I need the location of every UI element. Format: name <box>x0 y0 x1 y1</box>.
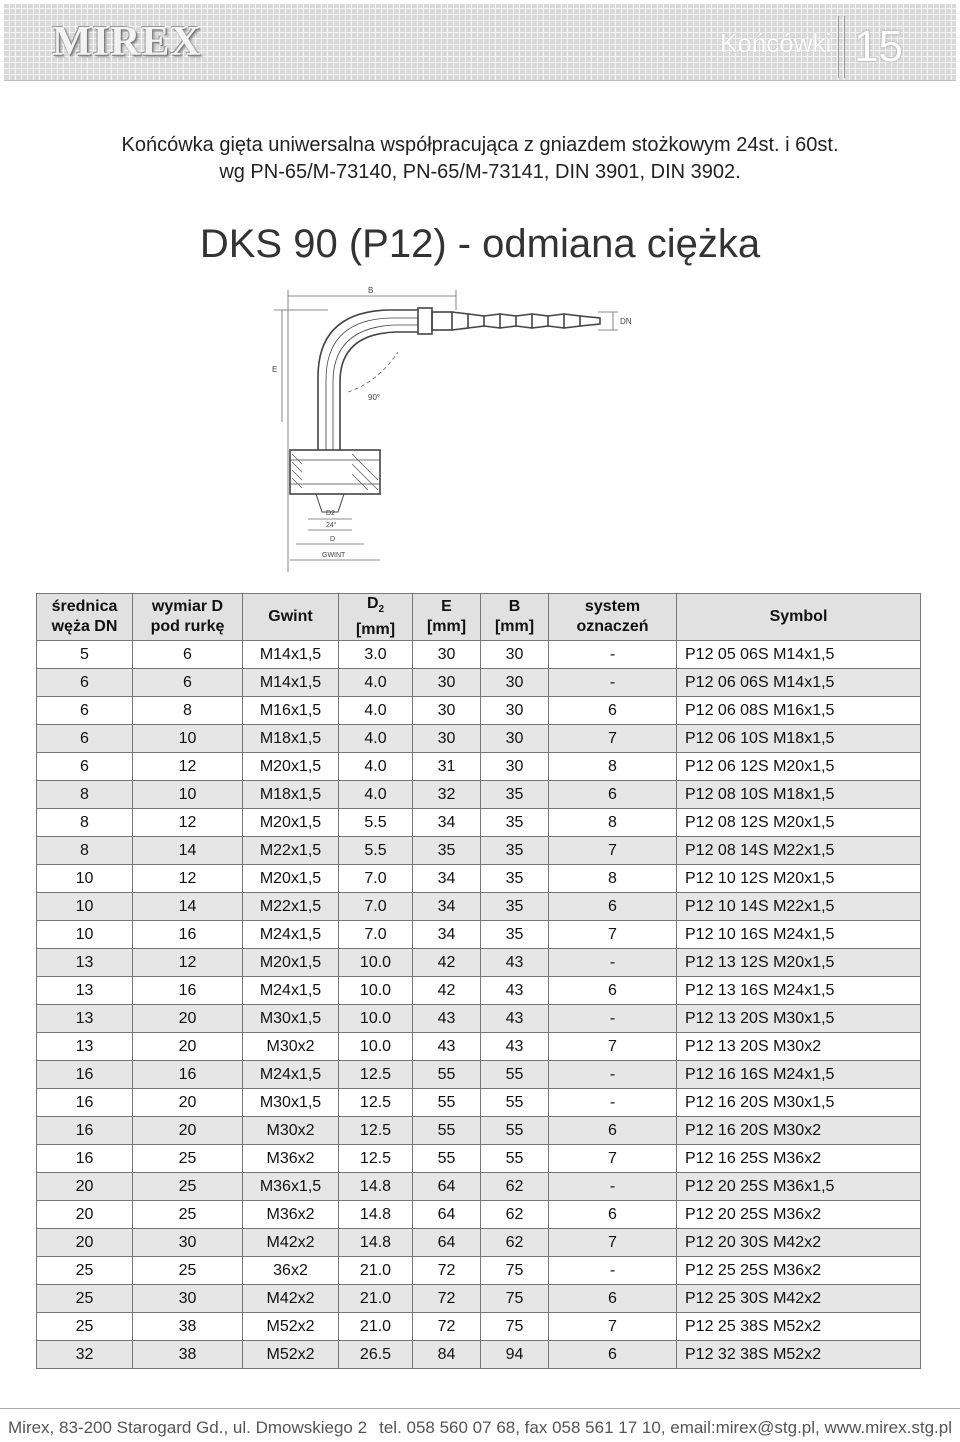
table-cell: 20 <box>133 1117 243 1145</box>
table-cell: M52x2 <box>243 1313 339 1341</box>
table-cell: 10 <box>133 725 243 753</box>
table-cell: 30 <box>413 669 481 697</box>
table-cell: 6 <box>549 1341 677 1369</box>
symbol-cell: P12 13 12S M20x1,5 <box>677 949 921 977</box>
table-cell: 64 <box>413 1201 481 1229</box>
symbol-cell: P12 06 10S M18x1,5 <box>677 725 921 753</box>
table-cell: 12 <box>133 809 243 837</box>
table-cell: - <box>549 669 677 697</box>
table-cell: M20x1,5 <box>243 949 339 977</box>
table-cell: 13 <box>37 1005 133 1033</box>
table-cell: 35 <box>481 781 549 809</box>
table-body <box>37 641 921 1369</box>
table-cell: 6 <box>549 893 677 921</box>
table-cell: 30 <box>481 753 549 781</box>
column-header: $D_2$ [mm] <box>339 594 413 641</box>
symbol-cell: P12 06 12S M20x1,5 <box>677 753 921 781</box>
table-cell: 12.5 <box>339 1061 413 1089</box>
table-cell: 25 <box>133 1201 243 1229</box>
table-cell: 20 <box>133 1089 243 1117</box>
table-cell: 35 <box>481 893 549 921</box>
table-cell: 25 <box>133 1257 243 1285</box>
table-row <box>37 1229 921 1257</box>
table-cell: 13 <box>37 1033 133 1061</box>
table-cell: M52x2 <box>243 1341 339 1369</box>
table-cell: 7.0 <box>339 893 413 921</box>
table-row <box>37 1005 921 1033</box>
fitting-technical-drawing <box>268 282 638 574</box>
table-cell: 8 <box>549 865 677 893</box>
table-cell: 6 <box>37 669 133 697</box>
column-header: średnica węża DN <box>37 594 133 641</box>
column-header: E [mm] <box>413 594 481 641</box>
table-cell: 10 <box>37 893 133 921</box>
table-cell: 13 <box>37 977 133 1005</box>
symbol-cell: P12 20 30S M42x2 <box>677 1229 921 1257</box>
table-cell: 38 <box>133 1341 243 1369</box>
table-cell: M14x1,5 <box>243 669 339 697</box>
footer-divider <box>0 1408 960 1409</box>
table-cell: 7 <box>549 725 677 753</box>
table-cell: 8 <box>133 697 243 725</box>
table-cell: 62 <box>481 1201 549 1229</box>
table-header-row <box>37 594 921 641</box>
table-cell: 55 <box>413 1117 481 1145</box>
column-header: wymiar D pod rurkę <box>133 594 243 641</box>
table-row <box>37 1117 921 1145</box>
company-logo: MIREX <box>52 19 202 65</box>
symbol-cell: P12 08 14S M22x1,5 <box>677 837 921 865</box>
page-number: 15 <box>854 22 903 71</box>
table-cell: 75 <box>481 1285 549 1313</box>
table-cell: 35 <box>413 837 481 865</box>
symbol-cell: P12 13 20S M30x2 <box>677 1033 921 1061</box>
table-cell: 6 <box>549 1201 677 1229</box>
table-cell: 62 <box>481 1173 549 1201</box>
table-cell: 35 <box>481 809 549 837</box>
table-cell: 5.5 <box>339 837 413 865</box>
table-row <box>37 725 921 753</box>
table-cell: 13 <box>37 949 133 977</box>
table-row <box>37 1061 921 1089</box>
table-row <box>37 893 921 921</box>
section-title: Końcówki <box>720 28 832 58</box>
table-cell: 16 <box>133 921 243 949</box>
table-cell: 10.0 <box>339 949 413 977</box>
table-cell: 6 <box>549 1285 677 1313</box>
table-cell: M18x1,5 <box>243 781 339 809</box>
table-cell: M16x1,5 <box>243 697 339 725</box>
symbol-cell: P12 16 16S M24x1,5 <box>677 1061 921 1089</box>
table-cell: 3.0 <box>339 641 413 669</box>
dimension-label-thread: GWINT <box>322 552 346 559</box>
symbol-cell: P12 06 06S M14x1,5 <box>677 669 921 697</box>
table-cell: 6 <box>37 753 133 781</box>
table-row <box>37 669 921 697</box>
table-cell: 26.5 <box>339 1341 413 1369</box>
table-row <box>37 837 921 865</box>
table-cell: 34 <box>413 809 481 837</box>
table-cell: M14x1,5 <box>243 641 339 669</box>
table-cell: 25 <box>37 1285 133 1313</box>
dimension-label-angle: 90° <box>368 393 381 402</box>
dimension-label-e: E <box>272 365 278 374</box>
table-cell: 20 <box>37 1173 133 1201</box>
table-cell: 7 <box>549 921 677 949</box>
table-cell: 55 <box>481 1061 549 1089</box>
symbol-cell: P12 08 12S M20x1,5 <box>677 809 921 837</box>
table-cell: 34 <box>413 921 481 949</box>
table-cell: 21.0 <box>339 1285 413 1313</box>
table-cell: M24x1,5 <box>243 1061 339 1089</box>
table-cell: 32 <box>413 781 481 809</box>
table-cell: 75 <box>481 1313 549 1341</box>
table-row <box>37 1033 921 1061</box>
table-cell: 4.0 <box>339 669 413 697</box>
table-cell: M30x1,5 <box>243 1089 339 1117</box>
table-cell: 10 <box>37 865 133 893</box>
table-cell: - <box>549 641 677 669</box>
symbol-cell: P12 25 38S M52x2 <box>677 1313 921 1341</box>
dimension-label-b: B <box>368 286 374 295</box>
table-cell: 4.0 <box>339 725 413 753</box>
symbol-cell: P12 16 20S M30x2 <box>677 1117 921 1145</box>
table-cell: M24x1,5 <box>243 977 339 1005</box>
table-cell: 43 <box>413 1033 481 1061</box>
table-cell: 10 <box>37 921 133 949</box>
table-cell: 25 <box>133 1173 243 1201</box>
table-cell: M36x2 <box>243 1201 339 1229</box>
table-cell: 16 <box>133 977 243 1005</box>
symbol-cell: P12 05 06S M14x1,5 <box>677 641 921 669</box>
table-cell: 35 <box>481 865 549 893</box>
table-cell: 6 <box>37 725 133 753</box>
table-cell: 30 <box>481 725 549 753</box>
table-cell: 14.8 <box>339 1201 413 1229</box>
table-cell: M20x1,5 <box>243 865 339 893</box>
header-divider <box>844 16 845 78</box>
symbol-cell: P12 16 25S M36x2 <box>677 1145 921 1173</box>
symbol-cell: P12 08 10S M18x1,5 <box>677 781 921 809</box>
symbol-cell: P12 13 16S M24x1,5 <box>677 977 921 1005</box>
dimension-label-cone: 24° <box>326 522 337 529</box>
table-cell: 20 <box>133 1005 243 1033</box>
table-cell: 16 <box>133 1061 243 1089</box>
table-cell: M24x1,5 <box>243 921 339 949</box>
table-cell: 43 <box>413 1005 481 1033</box>
table-cell: 72 <box>413 1285 481 1313</box>
product-title: DKS 90 (P12) - odmiana ciężka <box>199 222 761 266</box>
table-row <box>37 809 921 837</box>
table-row <box>37 1313 921 1341</box>
table-cell: 43 <box>481 949 549 977</box>
table-row <box>37 697 921 725</box>
table-cell: 34 <box>413 865 481 893</box>
symbol-cell: P12 13 20S M30x1,5 <box>677 1005 921 1033</box>
table-cell: 14 <box>133 837 243 865</box>
symbol-cell: P12 10 16S M24x1,5 <box>677 921 921 949</box>
table-cell: 6 <box>549 781 677 809</box>
table-row <box>37 1341 921 1369</box>
table-cell: 32 <box>37 1341 133 1369</box>
table-cell: 30 <box>481 697 549 725</box>
table-cell: 64 <box>413 1229 481 1257</box>
table-cell: 72 <box>413 1313 481 1341</box>
table-cell: 12.5 <box>339 1117 413 1145</box>
table-cell: 55 <box>413 1089 481 1117</box>
table-cell: 34 <box>413 893 481 921</box>
table-cell: 43 <box>481 1033 549 1061</box>
table-cell: 42 <box>413 977 481 1005</box>
table-cell: M42x2 <box>243 1229 339 1257</box>
fittings-table <box>36 593 921 1369</box>
table-cell: 20 <box>133 1033 243 1061</box>
table-cell: 42 <box>413 949 481 977</box>
table-cell: 5 <box>37 641 133 669</box>
table-cell: 7 <box>549 837 677 865</box>
column-header: B [mm] <box>481 594 549 641</box>
dimension-label-d: D <box>330 536 336 543</box>
header-divider <box>838 16 839 78</box>
symbol-cell: P12 06 08S M16x1,5 <box>677 697 921 725</box>
table-cell: 36x2 <box>243 1257 339 1285</box>
table-cell: 12 <box>133 753 243 781</box>
footer-contact: tel. 058 560 07 68, fax 058 561 17 10, email:mirex@stg.pl, www.mirex.stg.pl <box>379 1418 952 1437</box>
table-cell: 55 <box>413 1145 481 1173</box>
table-cell: 7.0 <box>339 865 413 893</box>
symbol-cell: P12 25 30S M42x2 <box>677 1285 921 1313</box>
table-cell: 72 <box>413 1257 481 1285</box>
table-cell: 12 <box>133 949 243 977</box>
column-header: Gwint <box>243 594 339 641</box>
table-cell: 55 <box>413 1061 481 1089</box>
table-cell: - <box>549 1061 677 1089</box>
table-cell: 16 <box>37 1089 133 1117</box>
table-cell: 31 <box>413 753 481 781</box>
table-cell: 25 <box>37 1257 133 1285</box>
table-cell: 38 <box>133 1313 243 1341</box>
table-cell: 30 <box>133 1229 243 1257</box>
table-cell: - <box>549 1005 677 1033</box>
table-cell: 75 <box>481 1257 549 1285</box>
table-cell: M22x1,5 <box>243 893 339 921</box>
table-cell: M20x1,5 <box>243 809 339 837</box>
column-header: system oznaczeń <box>549 594 677 641</box>
table-cell: 55 <box>481 1145 549 1173</box>
table-cell: 55 <box>481 1117 549 1145</box>
table-cell: 30 <box>413 725 481 753</box>
table-cell: 7 <box>549 1229 677 1257</box>
table-cell: 7 <box>549 1313 677 1341</box>
table-cell: 4.0 <box>339 781 413 809</box>
table-cell: 35 <box>481 921 549 949</box>
table-row <box>37 1257 921 1285</box>
table-cell: 84 <box>413 1341 481 1369</box>
table-cell: 16 <box>37 1117 133 1145</box>
table-cell: 14.8 <box>339 1229 413 1257</box>
table-cell: 10.0 <box>339 1005 413 1033</box>
table-row <box>37 1201 921 1229</box>
table-cell: 7 <box>549 1145 677 1173</box>
table-row <box>37 977 921 1005</box>
symbol-cell: P12 32 38S M52x2 <box>677 1341 921 1369</box>
column-header: Symbol <box>677 594 921 641</box>
table-row <box>37 641 921 669</box>
table-cell: 62 <box>481 1229 549 1257</box>
table-cell: 5.5 <box>339 809 413 837</box>
table-cell: 64 <box>413 1173 481 1201</box>
table-cell: 25 <box>133 1145 243 1173</box>
table-row <box>37 781 921 809</box>
table-cell: 30 <box>481 641 549 669</box>
table-cell: 35 <box>481 837 549 865</box>
table-cell: 8 <box>37 809 133 837</box>
table-cell: M42x2 <box>243 1285 339 1313</box>
table-cell: 12.5 <box>339 1089 413 1117</box>
table-cell: - <box>549 1257 677 1285</box>
table-cell: 10.0 <box>339 1033 413 1061</box>
table-cell: 6 <box>37 697 133 725</box>
table-row <box>37 865 921 893</box>
table-cell: M30x2 <box>243 1033 339 1061</box>
symbol-cell: P12 20 25S M36x1,5 <box>677 1173 921 1201</box>
symbol-cell: P12 25 25S M36x2 <box>677 1257 921 1285</box>
table-cell: M30x1,5 <box>243 1005 339 1033</box>
table-cell: 6 <box>549 977 677 1005</box>
table-cell: 10.0 <box>339 977 413 1005</box>
table-cell: 25 <box>37 1313 133 1341</box>
footer-address: Mirex, 83-200 Starogard Gd., ul. Dmowskiego 2 <box>8 1418 368 1437</box>
table-cell: - <box>549 1089 677 1117</box>
symbol-cell: P12 10 14S M22x1,5 <box>677 893 921 921</box>
table-cell: 30 <box>481 669 549 697</box>
table-row <box>37 1089 921 1117</box>
table-cell: 4.0 <box>339 697 413 725</box>
table-row <box>37 753 921 781</box>
table-cell: M36x2 <box>243 1145 339 1173</box>
table-cell: 4.0 <box>339 753 413 781</box>
table-cell: M18x1,5 <box>243 725 339 753</box>
table-cell: 16 <box>37 1145 133 1173</box>
dimension-label-dn: DN <box>620 317 632 326</box>
table-cell: M36x1,5 <box>243 1173 339 1201</box>
table-cell: 8 <box>549 753 677 781</box>
table-cell: 94 <box>481 1341 549 1369</box>
table-cell: 6 <box>549 697 677 725</box>
symbol-cell: P12 16 20S M30x1,5 <box>677 1089 921 1117</box>
table-cell: 7 <box>549 1033 677 1061</box>
table-cell: 12 <box>133 865 243 893</box>
table-cell: 21.0 <box>339 1257 413 1285</box>
table-cell: 21.0 <box>339 1313 413 1341</box>
table-row <box>37 949 921 977</box>
header-banner <box>4 4 956 81</box>
symbol-cell: P12 20 25S M36x2 <box>677 1201 921 1229</box>
description-line-2: wg PN-65/M-73140, PN-65/M-73141, DIN 3901, DIN 3902. <box>219 161 741 183</box>
table-cell: 7.0 <box>339 921 413 949</box>
table-cell: 20 <box>37 1201 133 1229</box>
table-cell: 55 <box>481 1089 549 1117</box>
table-cell: 43 <box>481 1005 549 1033</box>
table-cell: 20 <box>37 1229 133 1257</box>
table-cell: 6 <box>549 1117 677 1145</box>
table-row <box>37 1173 921 1201</box>
table-cell: - <box>549 1173 677 1201</box>
table-row <box>37 921 921 949</box>
table-cell: 43 <box>481 977 549 1005</box>
table-cell: 8 <box>37 781 133 809</box>
table-cell: 14.8 <box>339 1173 413 1201</box>
symbol-cell: P12 10 12S M20x1,5 <box>677 865 921 893</box>
table-cell: M30x2 <box>243 1117 339 1145</box>
table-cell: - <box>549 949 677 977</box>
table-row <box>37 1145 921 1173</box>
table-row <box>37 1285 921 1313</box>
description-line-1: Końcówka gięta uniwersalna współpracująca z gniazdem stożkowym 24st. i 60st. <box>121 134 839 156</box>
table-cell: 14 <box>133 893 243 921</box>
dimension-label-d2: D2 <box>326 510 335 517</box>
table-cell: 8 <box>37 837 133 865</box>
table-cell: 8 <box>549 809 677 837</box>
table-cell: 6 <box>133 669 243 697</box>
table-cell: 10 <box>133 781 243 809</box>
table-cell: M22x1,5 <box>243 837 339 865</box>
table-cell: 6 <box>133 641 243 669</box>
table-cell: 30 <box>413 697 481 725</box>
table-cell: 12.5 <box>339 1145 413 1173</box>
table-cell: 30 <box>413 641 481 669</box>
table-cell: 16 <box>37 1061 133 1089</box>
table-cell: M20x1,5 <box>243 753 339 781</box>
table-cell: 30 <box>133 1285 243 1313</box>
